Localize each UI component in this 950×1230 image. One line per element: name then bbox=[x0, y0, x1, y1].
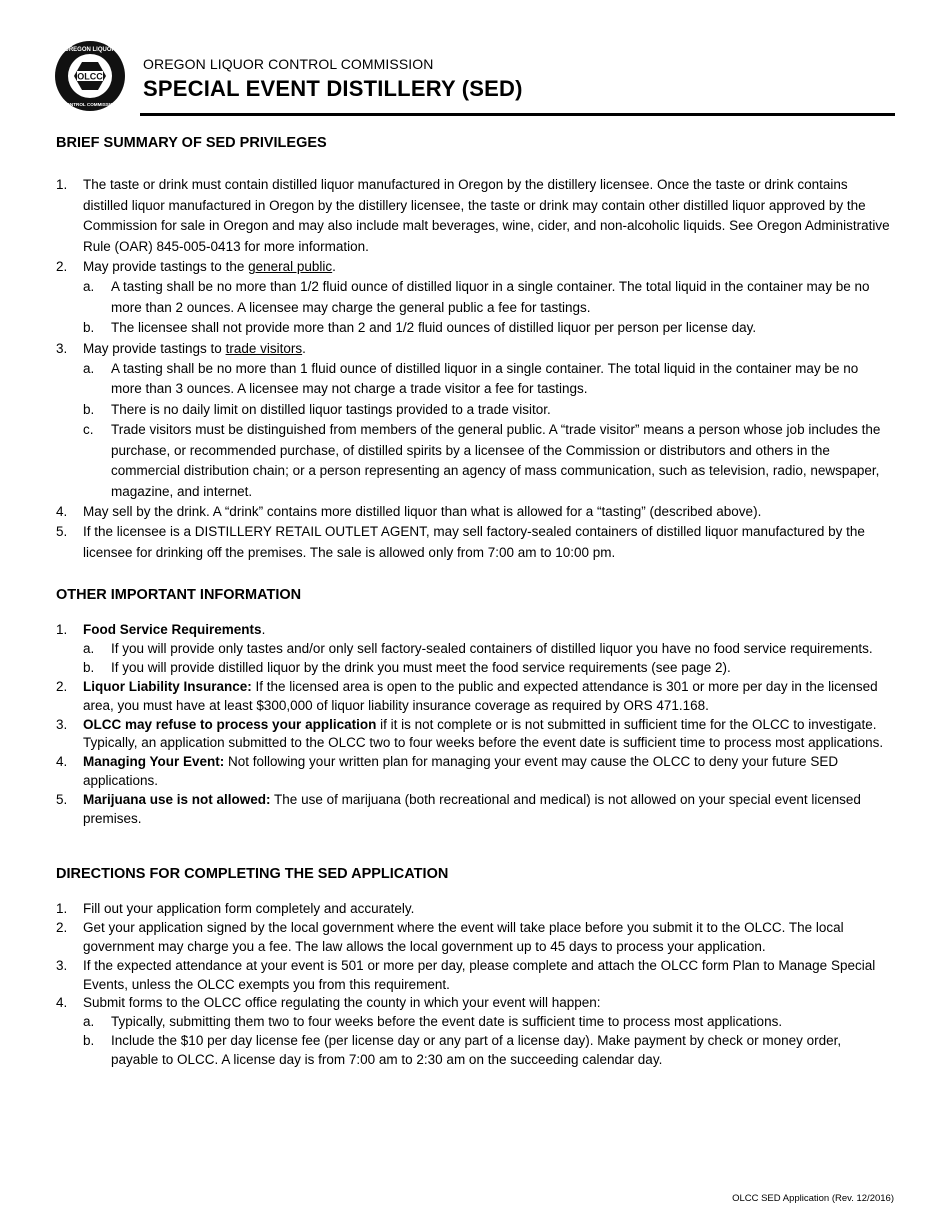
page-title: SPECIAL EVENT DISTILLERY (SED) bbox=[143, 76, 523, 101]
list-item: 2. Liquor Liability Insurance: If the licensed area is open to the public and expected attendance is 301 or more per day in the licensed area, you must have at least $300,000 of liquor liability insurance coverage as required by ORS 471.168. bbox=[56, 678, 878, 713]
list-item: 4. Submit forms to the OLCC office regulating the county in which your event will happen: a. Typically, submitting them two to four weeks before the event date is sufficient time to process most applications. b. Include the $10 per day license fee (per license day or any part of a license day). Make payment by check or money order, payable to OLCC. A license day is from 7:00 am to 2:30 am on the succeeding calendar day. bbox=[56, 994, 892, 1070]
sub-list-item: a. Typically, submitting them two to four weeks before the event date is sufficient time to process most applications. bbox=[83, 1014, 783, 1030]
list-item: 5. If the licensee is a DISTILLERY RETAIL OUTLET AGENT, may sell factory-sealed containers of distilled liquor manufactured by the licensee for drinking off the premises. The sale is allowed only from 7:00 am to 10:00 pm. bbox=[56, 524, 865, 560]
list-item: 1. Food Service Requirements. a. If you will provide only tastes and/or only sell factory-sealed containers of distilled liquor you have no food service requirements. b. If you will provide distilled liquor by the drink you must meet the food service requirements (see page 2). bbox=[56, 621, 892, 678]
sub-list bbox=[83, 359, 892, 502]
trade-visitors-term: trade visitors bbox=[225, 340, 303, 356]
list-item: 4. Managing Your Event: Not following your written plan for managing your event may cause the OLCC to deny your future SED applications. bbox=[56, 754, 839, 789]
sub-list-item: a. A tasting shall be no more than 1/2 fluid ounce of distilled liquor in a single container. The total liquid in the container may be no more than 2 ounces. A licensee may charge the general public a fee for tastings. bbox=[83, 279, 870, 315]
sub-list-item: b. There is no daily limit on distilled liquor tastings provided to a trade visitor. bbox=[83, 401, 551, 417]
svg-text:CONTROL COMMISSION: CONTROL COMMISSION bbox=[62, 102, 118, 107]
privileges-list bbox=[56, 175, 892, 563]
sub-list bbox=[83, 640, 892, 678]
directions-list bbox=[56, 900, 892, 1070]
list-item: 1. The taste or drink must contain distilled liquor manufactured in Oregon by the distillery licensee. Once the taste or drink contains distilled liquor manufactured in Oregon by the distillery licensee, the taste or drink may contain other distilled liquor approved by the Commission for sale in Oregon and may also include malt beverages, wine, cider, and non-alcoholic liquids. See Oregon Administrative Rule (OAR) 845-005-0413 for more information. bbox=[56, 177, 890, 254]
sub-list-item: c. Trade visitors must be distinguished from members of the general public. A “trade visitor” means a person whose job includes the purchase, or recommended purchase, of distilled spirits by a licensee of the Commission or distributors and others in the commercial distribution chain; or a person representing an agency of mass communication, such as television, radio, newspaper, magazine, and internet. bbox=[83, 422, 881, 499]
olcc-seal-logo bbox=[54, 40, 126, 112]
list-item: 3. May provide tastings to trade visitors. a. A tasting shall be no more than 1 fluid ounce of distilled liquor in a single container. The total liquid in the container may be no more than 3 ounces. A licensee may not charge a trade visitor a fee for tastings. b. There is no daily limit on distilled liquor tastings provided to a trade visitor. c. Trade visitors must be distinguished from members of the general public. A “trade visitor” means a person whose job includes the purchase, or recommended purchase, of distilled spirits by a licensee of the Commission or distributors and others in the commercial distribution chain; or a person representing an agency of mass communication, such as television, radio, newspaper, magazine, and internet. bbox=[56, 339, 892, 502]
agency-name: OREGON LIQUOR CONTROL COMMISSION bbox=[143, 56, 434, 72]
document-body bbox=[56, 130, 892, 1070]
section-other-info bbox=[56, 586, 892, 829]
section-privileges bbox=[56, 133, 892, 563]
list-item: 4. May sell by the drink. A “drink” contains more distilled liquor than what is allowed for a “tasting” (described above). bbox=[56, 503, 762, 519]
section-directions bbox=[56, 865, 892, 1070]
section-heading: BRIEF SUMMARY OF SED PRIVILEGES bbox=[56, 135, 327, 151]
list-item: 3. If the expected attendance at your event is 501 or more per day, please complete and attach the OLCC form Plan to Manage Special Events, unless the OLCC exempts you from this requirement. bbox=[56, 957, 876, 992]
document-header bbox=[54, 40, 894, 116]
list-item: 2. Get your application signed by the local government where the event will take place before you submit it to the OLCC. The local government may charge you a fee. The law allows the local government up to 45 days to process your application. bbox=[56, 919, 844, 954]
list-item: 5. Marijuana use is not allowed: The use of marijuana (both recreational and medical) is not allowed on your special event licensed premises. bbox=[56, 792, 861, 827]
sub-list bbox=[83, 1013, 892, 1070]
sub-list-item: b. If you will provide distilled liquor by the drink you must meet the food service requirements (see page 2). bbox=[83, 659, 731, 675]
list-item: 1. Fill out your application form completely and accurately. bbox=[56, 900, 415, 916]
sub-list-item: a. If you will provide only tastes and/or only sell factory-sealed containers of distilled liquor you have no food service requirements. bbox=[83, 640, 873, 656]
header-rule bbox=[140, 113, 895, 116]
general-public-term: general public bbox=[248, 259, 333, 275]
list-item: 2. May provide tastings to the general public. a. A tasting shall be no more than 1/2 fluid ounce of distilled liquor in a single container. The total liquid in the container may be no more than 2 ounces. A licensee may charge the general public a fee for tastings. b. The licensee shall not provide more than 2 and 1/2 fluid ounces of distilled liquor per person per license day. bbox=[56, 257, 892, 339]
sub-list-item: b. Include the $10 per day license fee (per license day or any part of a license day). Make payment by check or money order, payable to OLCC. A license day is from 7:00 am to 2:30 am on the succeeding calendar day. bbox=[83, 1033, 842, 1068]
section-heading: OTHER IMPORTANT INFORMATION bbox=[56, 587, 302, 604]
svg-text:OREGON LIQUOR: OREGON LIQUOR bbox=[64, 47, 116, 53]
sub-list bbox=[83, 277, 892, 338]
sub-list-item: a. A tasting shall be no more than 1 fluid ounce of distilled liquor in a single container. The total liquid in the container may be no more than 3 ounces. A licensee may not charge a trade visitor a fee for tastings. bbox=[83, 361, 859, 397]
section-heading: DIRECTIONS FOR COMPLETING THE SED APPLICATION bbox=[56, 866, 449, 882]
svg-text:OLCC: OLCC bbox=[77, 71, 103, 82]
other-info-list bbox=[56, 621, 892, 829]
list-item: 3. OLCC may refuse to process your application if it is not complete or is not submitted in sufficient time for the OLCC to investigate. Typically, an application submitted to the OLCC two to four weeks before the event date is sufficient time to process most applications. bbox=[56, 716, 884, 751]
sub-list-item: b. The licensee shall not provide more than 2 and 1/2 fluid ounces of distilled liquor per person per license day. bbox=[83, 320, 757, 336]
footer-revision: OLCC SED Application (Rev. 12/2016) bbox=[732, 1193, 894, 1204]
